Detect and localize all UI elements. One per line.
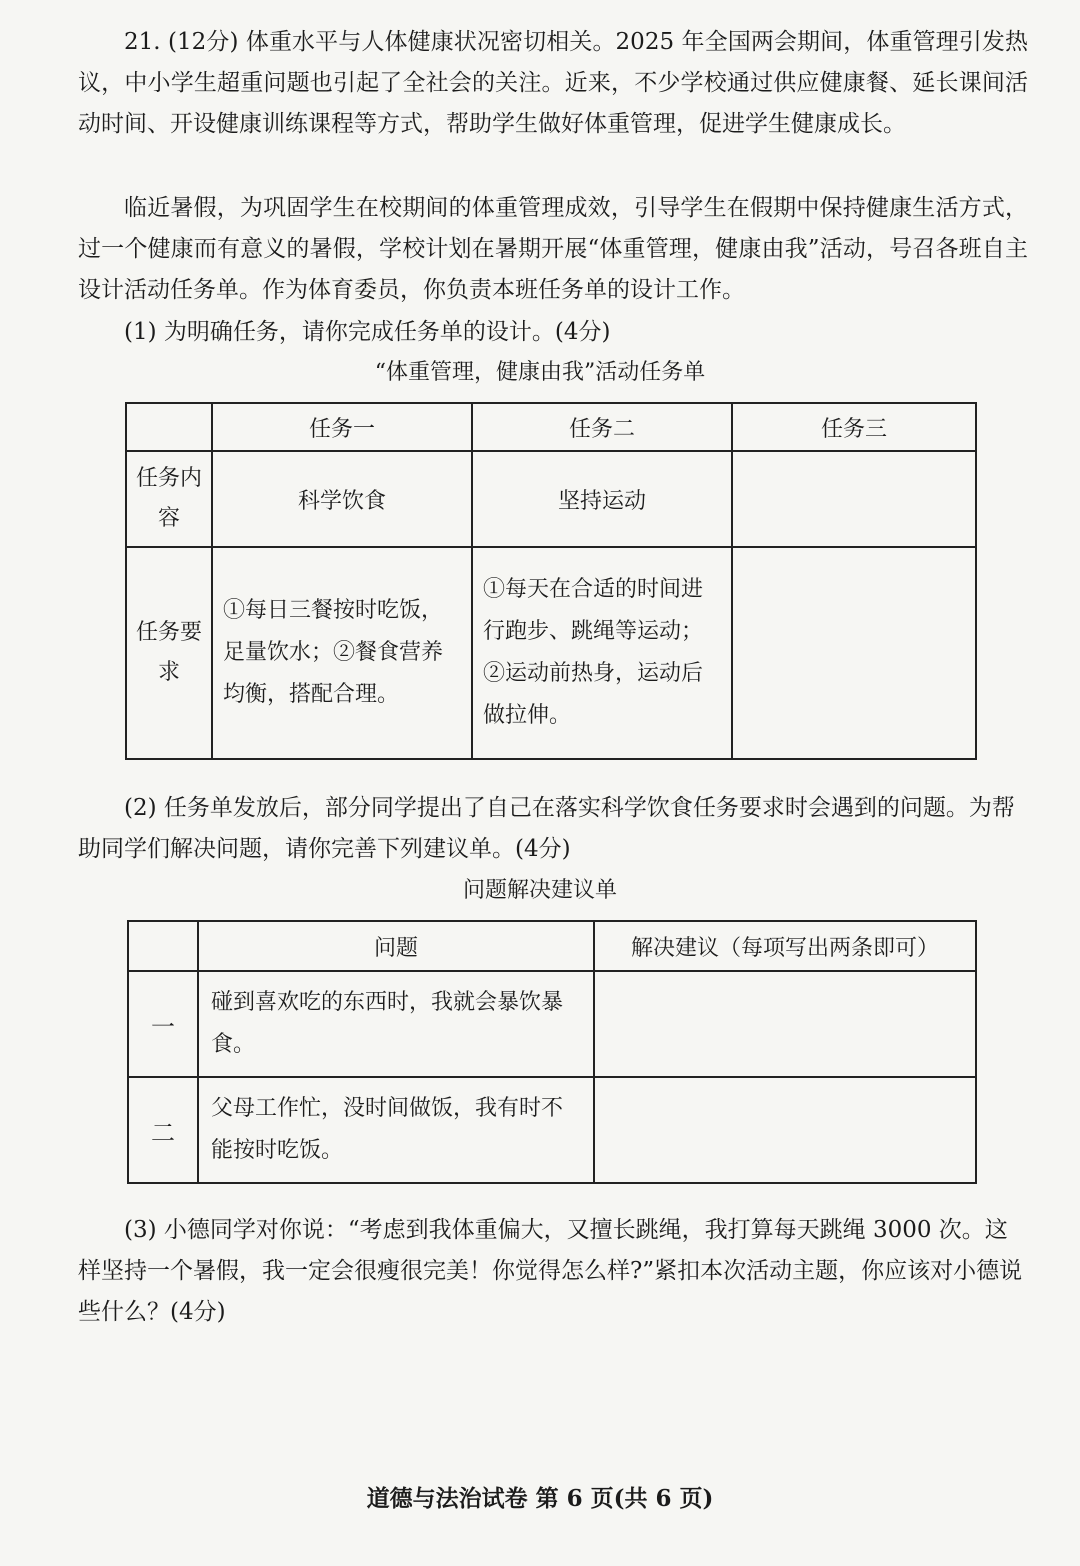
part-3-prompt: (3) 小德同学对你说：“考虑到我体重偏大，又擅长跳绳，我打算每天跳绳 3000 次。这样坚持一个暑假，我一定会很瘦很完美！你觉得怎么样?”紧扣本次活动主题，你应该对小德说些什么？(4分): [78, 1217, 1023, 1325]
task-header-2: 任务二: [472, 403, 732, 451]
advice-table: [127, 920, 977, 1184]
task-header-3: 任务三: [732, 403, 976, 451]
task-content-2: 坚持运动: [472, 451, 732, 547]
task-req-3-answer-area[interactable]: [732, 547, 976, 759]
question-intro-paragraph-2: 临近暑假，为巩固学生在校期间的体重管理成效，引导学生在假期中保持健康生活方式，过一个健康而有意义的暑假，学校计划在暑期开展“体重管理，健康由我”活动，号召各班自主设计活动任务单。作为体育委员，你负责本班任务单的设计工作。: [78, 195, 1028, 303]
advice-row-answer-area[interactable]: [594, 1077, 976, 1183]
advice-row-answer-area[interactable]: [594, 971, 976, 1077]
advice-table-corner: [128, 921, 198, 971]
page-footer: 道德与法治试卷 第 6 页(共 6 页): [366, 1485, 714, 1512]
advice-row-problem: 父母工作忙，没时间做饭，我有时不能按时吃饭。: [198, 1077, 594, 1183]
question-intro-paragraph-1: 21. (12分) 体重水平与人体健康状况密切相关。2025 年全国两会期间，体重管理引发热议，中小学生超重问题也引起了全社会的关注。近来，不少学校通过供应健康餐、延长课间活动时间、开设健康训练课程等方式，帮助学生做好体重管理，促进学生健康成长。: [78, 29, 1028, 137]
task-table-corner: [126, 403, 212, 451]
advice-table-caption: 问题解决建议单: [462, 878, 617, 903]
advice-row-index: 一: [128, 971, 198, 1077]
advice-row-index: 二: [128, 1077, 198, 1183]
advice-row-problem: 碰到喜欢吃的东西时，我就会暴饮暴食。: [198, 971, 594, 1077]
task-content-3-answer-area[interactable]: [732, 451, 976, 547]
task-content-1: 科学饮食: [212, 451, 472, 547]
part-1-prompt: (1) 为明确任务，请你完成任务单的设计。(4分): [124, 319, 611, 345]
task-req-1: ①每日三餐按时吃饭，足量饮水；②餐食营养均衡，搭配合理。: [212, 547, 472, 759]
task-header-1: 任务一: [212, 403, 472, 451]
task-req-label: 任务要求: [126, 547, 212, 759]
task-content-label: 任务内容: [126, 451, 212, 547]
task-table-caption: “体重管理，健康由我”活动任务单: [374, 360, 706, 385]
advice-header-problem: 问题: [198, 921, 594, 971]
part-2-prompt: (2) 任务单发放后，部分同学提出了自己在落实科学饮食任务要求时会遇到的问题。为帮助同学们解决问题，请你完善下列建议单。(4分): [78, 795, 1015, 862]
task-req-2: ①每天在合适的时间进行跑步、跳绳等运动；②运动前热身，运动后做拉伸。: [472, 547, 732, 759]
advice-header-advice: 解决建议（每项写出两条即可）: [594, 921, 976, 971]
task-table: [125, 402, 977, 760]
